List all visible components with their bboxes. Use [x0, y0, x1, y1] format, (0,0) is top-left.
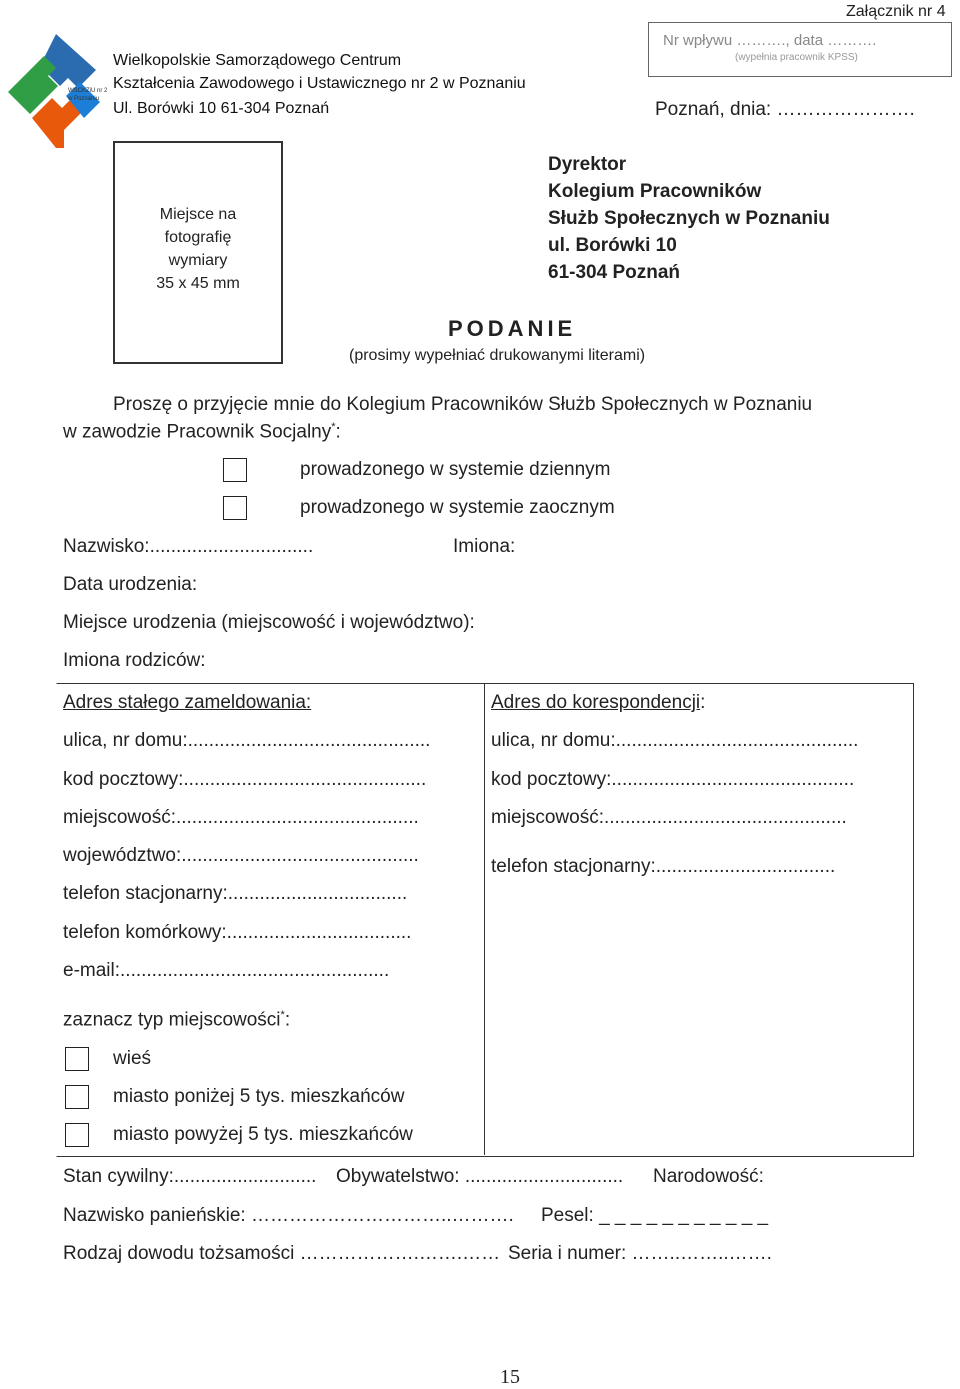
- marital-status-field[interactable]: Stan cywilny:...........................: [63, 1166, 317, 1187]
- addressee-line5: 61-304 Poznań: [548, 262, 680, 283]
- org-address: Ul. Borówki 10 61-304 Poznań: [113, 100, 330, 117]
- addressee-line4: ul. Borówki 10: [548, 235, 677, 256]
- permanent-address-heading: Adres stałego zameldowania:: [63, 692, 312, 713]
- intake-box: [648, 22, 952, 77]
- locality-village-checkbox[interactable]: [65, 1047, 89, 1071]
- intro-line2-text: w zawodzie Pracownik Socjalny: [63, 421, 332, 443]
- locality-type-text: zaznacz typ miejscowości: [63, 1009, 281, 1031]
- perm-landline-field[interactable]: telefon stacjonarny:..................................: [63, 883, 408, 904]
- perm-email-field[interactable]: e-mail:...................................................: [63, 960, 390, 981]
- corr-street-field[interactable]: ulica, nr domu:..............................................: [491, 730, 859, 751]
- org-name-line1: Wielkopolskie Samorządowego Centrum: [113, 52, 402, 69]
- photo-label-4: 35 x 45 mm: [156, 275, 240, 292]
- perm-street-field[interactable]: ulica, nr domu:..............................................: [63, 730, 431, 751]
- locality-type-end: :: [284, 1009, 291, 1031]
- logo-text-2: w Poznaniu: [68, 96, 100, 102]
- intro-line1: Proszę o przyjęcie mnie do Kolegium Pracowników Służb Społecznych w Poznaniu: [113, 394, 813, 415]
- locality-large-town-checkbox[interactable]: [65, 1123, 89, 1147]
- pesel-field[interactable]: Pesel: _ _ _ _ _ _ _ _ _ _ _: [541, 1205, 769, 1226]
- form-subtitle: (prosimy wypełniać drukowanymi literami): [349, 347, 646, 364]
- perm-postal-field[interactable]: kod pocztowy:..............................................: [63, 769, 427, 790]
- addressee-line1: Dyrektor: [548, 154, 627, 175]
- correspondence-heading-text: Adres do korespondencji: [491, 692, 701, 713]
- intake-line: Nr wpływu ………., data ……….: [663, 32, 877, 49]
- perm-mobile-field[interactable]: telefon komórkowy:...................................: [63, 922, 412, 943]
- citizenship-field[interactable]: Obywatelstwo: ..............................: [336, 1166, 624, 1187]
- addressee-block: [548, 151, 830, 286]
- locality-village-label: wieś: [113, 1048, 152, 1069]
- study-extramural-checkbox[interactable]: [223, 496, 247, 520]
- id-number-field[interactable]: Seria i numer: ……..……..…….: [508, 1243, 772, 1264]
- locality-type-label: [63, 1009, 290, 1031]
- date-line: Poznań, dnia: ………………….: [655, 99, 915, 120]
- birth-date-field[interactable]: Data urodzenia:: [63, 574, 198, 595]
- study-extramural-label: prowadzonego w systemie zaocznym: [300, 497, 615, 518]
- corr-postal-field[interactable]: kod pocztowy:..............................................: [491, 769, 855, 790]
- surname-field[interactable]: Nazwisko:...............................: [63, 536, 314, 557]
- correspondence-address-heading: [491, 692, 705, 714]
- org-name-line2: Kształcenia Zawodowego i Ustawicznego nr 2 w Poznaniu: [113, 75, 526, 92]
- parents-names-field[interactable]: Imiona rodziców:: [63, 650, 206, 671]
- study-day-checkbox[interactable]: [223, 458, 247, 482]
- locality-small-town-label: miasto poniżej 5 tys. mieszkańców: [113, 1086, 405, 1107]
- photo-label-3: wymiary: [168, 252, 228, 269]
- locality-asterisk: *: [280, 1009, 285, 1021]
- logo-text-1: WSCKZiU nr 2: [68, 88, 108, 94]
- institution-logo: [4, 30, 108, 152]
- photo-box: [113, 141, 283, 364]
- addressee-line2: Kolegium Pracowników: [548, 181, 762, 202]
- intake-note: (wypełnia pracownik KPSS): [735, 52, 858, 63]
- perm-voivodeship-field[interactable]: województwo:.............................................: [63, 845, 419, 866]
- perm-city-field[interactable]: miejscowość:..............................................: [63, 807, 419, 828]
- nationality-field[interactable]: Narodowość:: [653, 1166, 764, 1187]
- intro-line2-end: :: [335, 421, 341, 443]
- page-number: 15: [500, 1366, 520, 1388]
- intro-asterisk: *: [331, 421, 336, 433]
- addressee-line3: Służb Społecznych w Poznaniu: [548, 208, 830, 229]
- form-title: PODANIE: [448, 316, 577, 341]
- locality-small-town-checkbox[interactable]: [65, 1085, 89, 1109]
- intro-line2: [63, 421, 341, 443]
- corr-landline-field[interactable]: telefon stacjonarny:..................................: [491, 856, 836, 877]
- photo-label-1: Miejsce na: [159, 206, 237, 223]
- maiden-name-field[interactable]: Nazwisko panieńskie: …………………………..……….: [63, 1205, 514, 1226]
- study-day-label: prowadzonego w systemie dziennym: [300, 459, 611, 480]
- id-type-field[interactable]: Rodzaj dowodu tożsamości ……………….…….……: [63, 1243, 501, 1264]
- photo-label-2: fotografię: [164, 229, 232, 246]
- correspondence-heading-end: :: [700, 692, 706, 713]
- attachment-label: Załącznik nr 4: [846, 3, 946, 20]
- locality-large-town-label: miasto powyżej 5 tys. mieszkańców: [113, 1124, 413, 1145]
- corr-city-field[interactable]: miejscowość:..............................................: [491, 807, 847, 828]
- address-table-divider: [484, 683, 485, 1155]
- birth-place-field[interactable]: Miejsce urodzenia (miejscowość i województwo):: [63, 612, 475, 633]
- names-field[interactable]: Imiona:: [453, 536, 516, 557]
